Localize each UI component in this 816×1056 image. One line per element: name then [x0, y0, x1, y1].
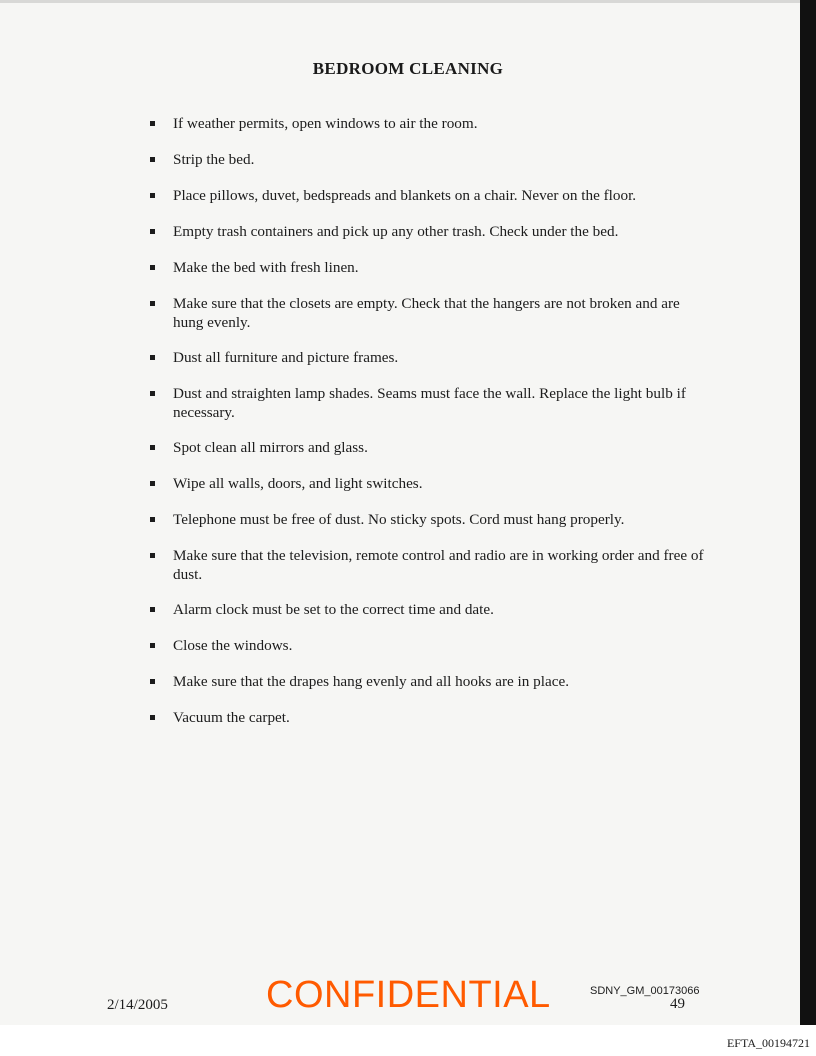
list-item-text: Telephone must be free of dust. No sticky spots. Cord must hang properly. — [173, 511, 625, 528]
bullet-icon — [150, 157, 155, 162]
list-item-text: Spot clean all mirrors and glass. — [173, 439, 368, 456]
list-item-text: Vacuum the carpet. — [173, 709, 290, 726]
list-item-text: Strip the bed. — [173, 151, 255, 168]
list-item-text: Close the windows. — [173, 637, 293, 654]
list-item — [148, 114, 708, 133]
list-item-text: Empty trash containers and pick up any other trash. Check under the bed. — [173, 223, 619, 240]
bullet-icon — [150, 643, 155, 648]
list-item-text: Alarm clock must be set to the correct time and date. — [173, 601, 494, 618]
bullet-icon — [150, 481, 155, 486]
list-item — [148, 294, 708, 332]
list-item-text: Make sure that the drapes hang evenly and all hooks are in place. — [173, 673, 569, 690]
bullet-icon — [150, 607, 155, 612]
list-item — [148, 546, 708, 584]
bullet-icon — [150, 229, 155, 234]
top-edge — [0, 0, 800, 3]
list-item-text: Make the bed with fresh linen. — [173, 259, 359, 276]
bullet-icon — [150, 301, 155, 306]
bullet-icon — [150, 391, 155, 396]
list-item — [148, 600, 708, 619]
bullet-icon — [150, 517, 155, 522]
list-item — [148, 510, 708, 529]
list-item — [148, 348, 708, 367]
list-item — [148, 438, 708, 457]
list-item — [148, 186, 708, 205]
bullet-icon — [150, 679, 155, 684]
list-item — [148, 258, 708, 277]
bates-number: SDNY_GM_00173066 — [590, 985, 700, 997]
bullet-icon — [150, 715, 155, 720]
bullet-icon — [150, 193, 155, 198]
list-item-text: Wipe all walls, doors, and light switches. — [173, 475, 423, 492]
document-date: 2/14/2005 — [107, 997, 168, 1013]
checklist — [148, 114, 708, 744]
list-item — [148, 384, 708, 422]
list-item-text: Make sure that the closets are empty. Check that the hangers are not broken and are hung evenly. — [173, 295, 680, 331]
bullet-icon — [150, 355, 155, 360]
list-item-text: Dust and straighten lamp shades. Seams must face the wall. Replace the light bulb if necessary. — [173, 385, 686, 421]
list-item-text: Make sure that the television, remote control and radio are in working order and free of dust. — [173, 547, 704, 583]
confidential-stamp: CONFIDENTIAL — [266, 974, 551, 1016]
bullet-icon — [150, 265, 155, 270]
list-item — [148, 222, 708, 241]
list-item-text: Place pillows, duvet, bedspreads and blankets on a chair. Never on the floor. — [173, 187, 637, 204]
list-item — [148, 672, 708, 691]
page-number: 49 — [670, 996, 685, 1012]
list-item-text: Dust all furniture and picture frames. — [173, 349, 399, 366]
list-item — [148, 474, 708, 493]
page-title: BEDROOM CLEANING — [312, 59, 504, 78]
list-item — [148, 636, 708, 655]
efta-id: EFTA_00194721 — [726, 1036, 810, 1050]
scan-edge — [800, 0, 816, 1025]
bullet-icon — [150, 553, 155, 558]
bullet-icon — [150, 445, 155, 450]
bullet-icon — [150, 121, 155, 126]
list-item — [148, 708, 708, 727]
list-item-text: If weather permits, open windows to air the room. — [173, 115, 478, 132]
list-item — [148, 150, 708, 169]
